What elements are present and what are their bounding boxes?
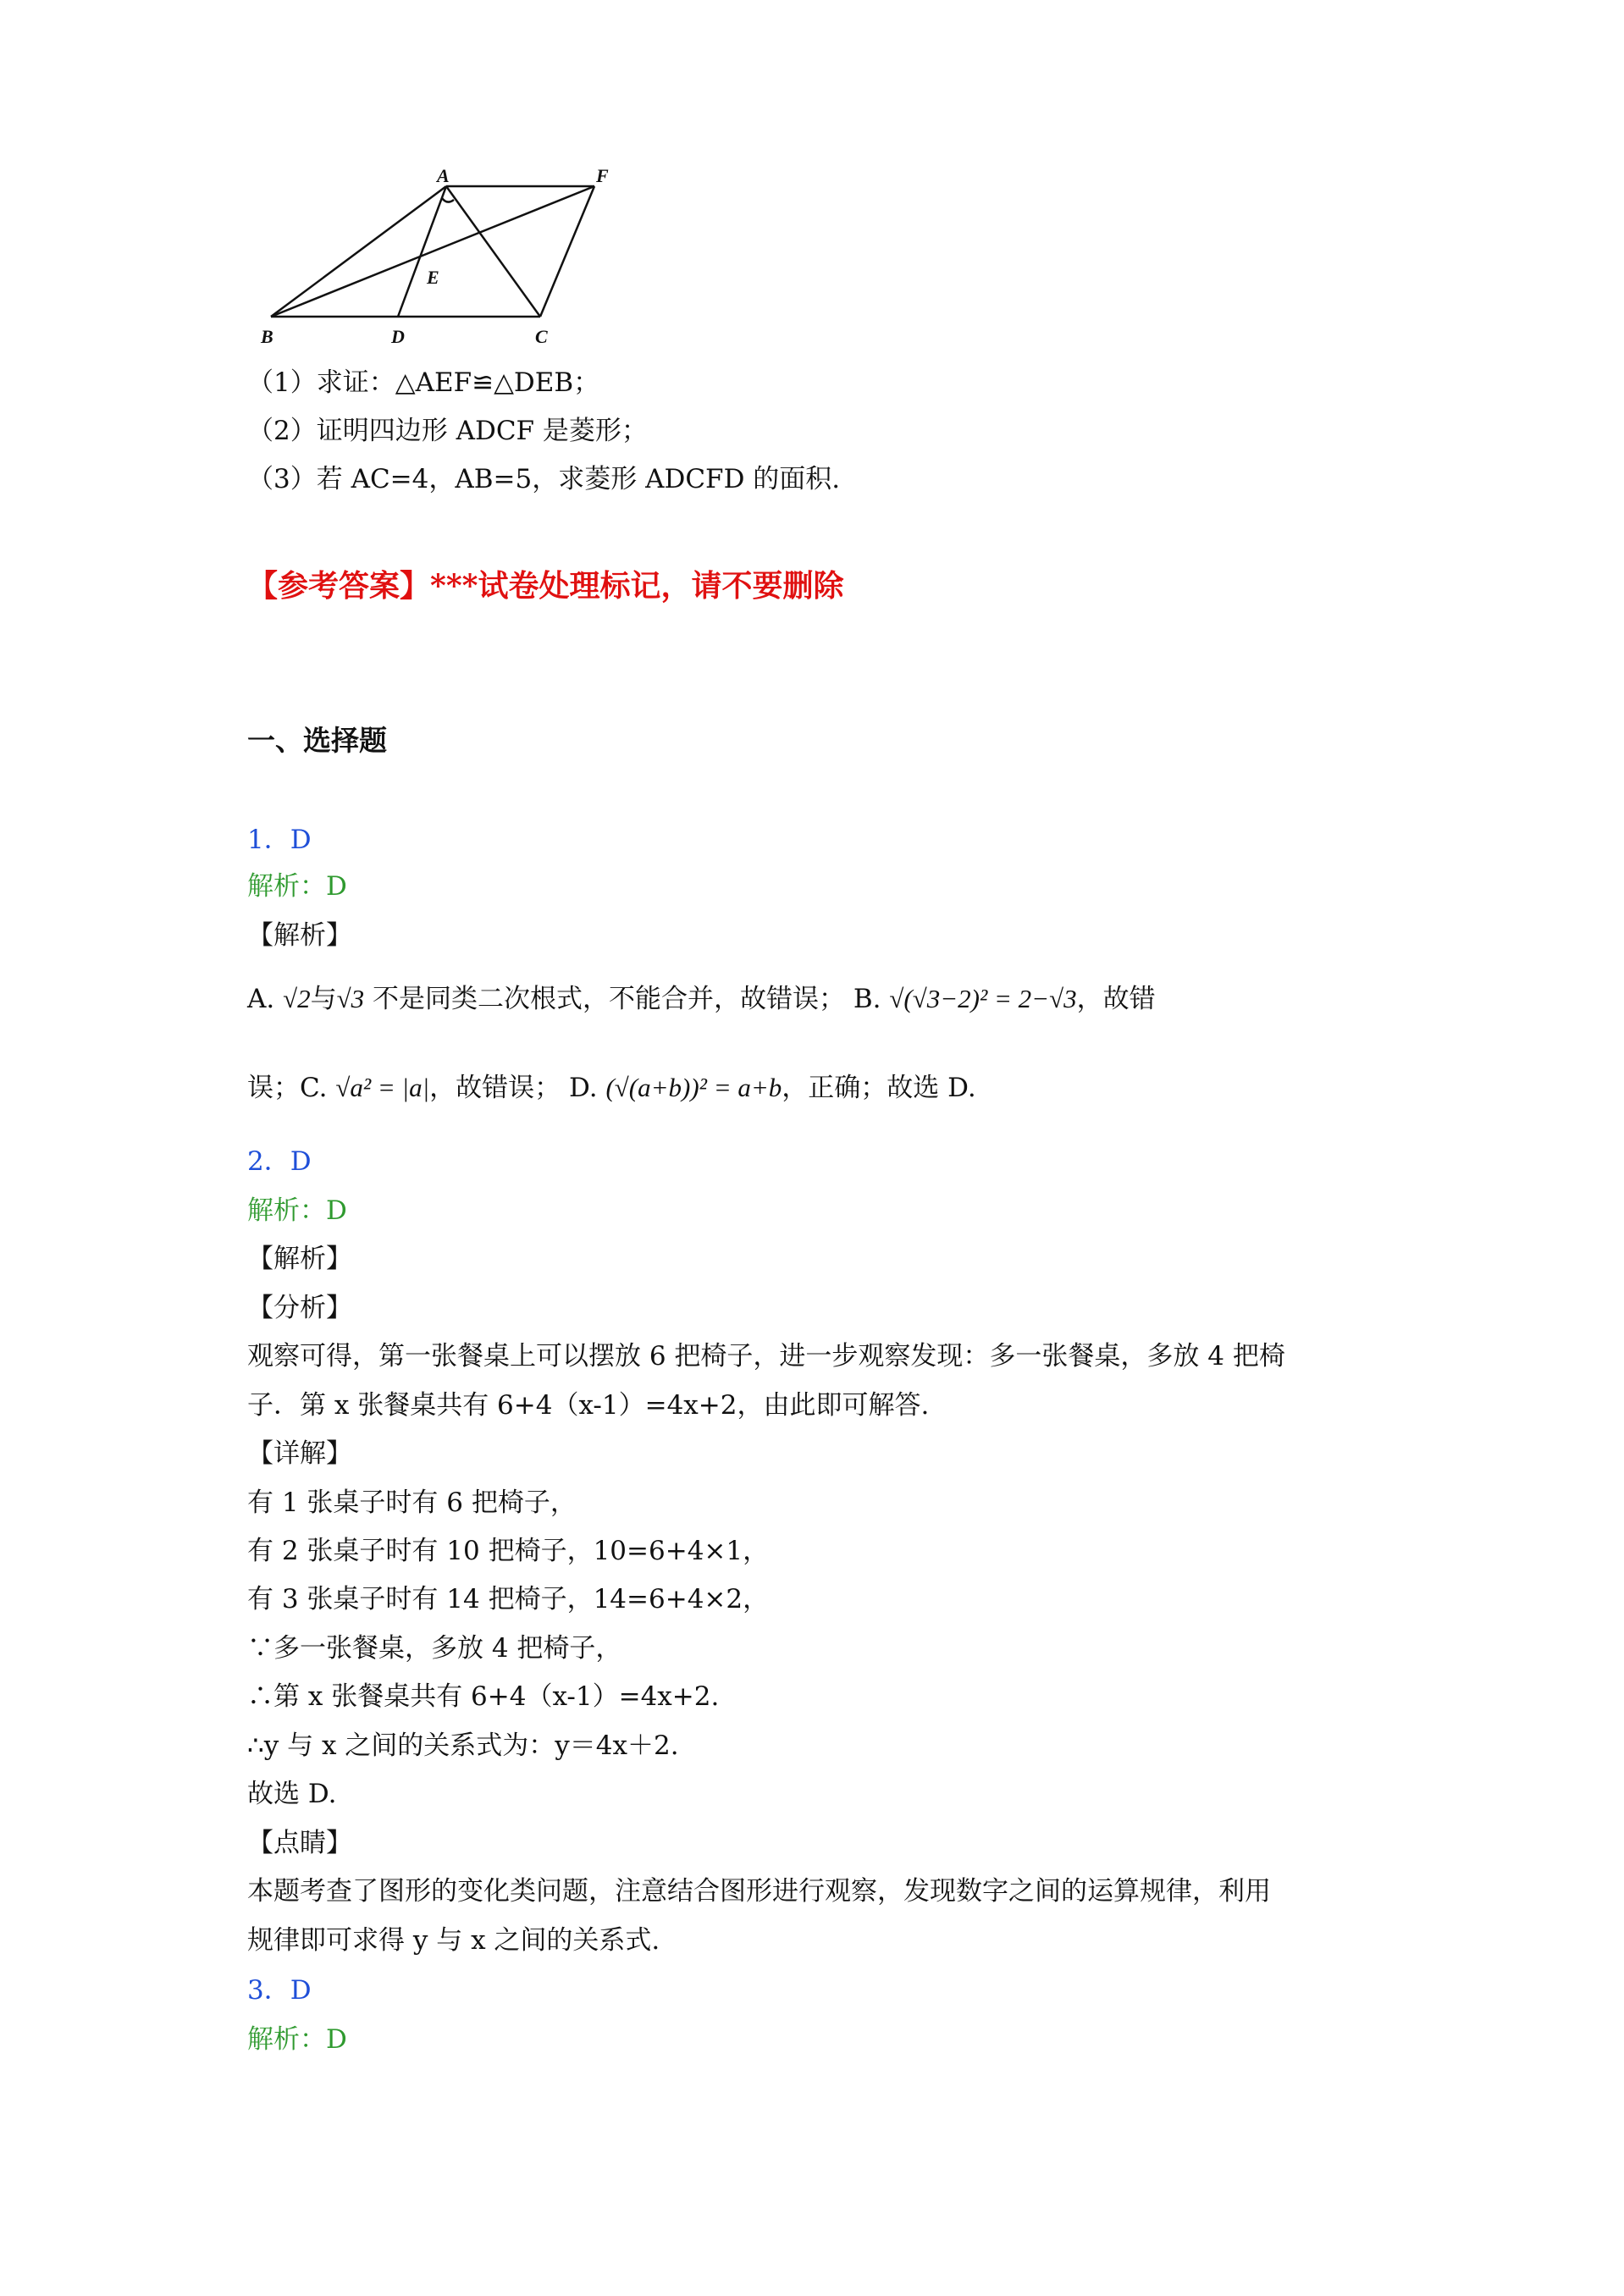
q1-number: 1．D (247, 825, 312, 855)
q2-number: 2．D (247, 1146, 312, 1177)
math-sqrt3: √3 (336, 984, 365, 1013)
segment-ad (398, 186, 446, 317)
math-b-expr: √(√3−2)² = 2−√3 (889, 984, 1077, 1013)
q1-jiexi: 【解析】 (247, 920, 352, 951)
q2-fenxi: 【分析】 (247, 1293, 352, 1323)
q1-line1 (247, 982, 1156, 1016)
q1-line1-b: 不是同类二次根式，不能合并，故错误； (373, 984, 845, 1014)
right-angle-mark (442, 198, 454, 202)
label-c: C (535, 326, 548, 347)
q2-dianjing: 【点睛】 (247, 1828, 352, 1858)
q1-line1-a: A. (247, 984, 275, 1014)
section-title: 一、选择题 (247, 724, 387, 757)
parallelogram-figure (246, 169, 635, 364)
q2-detail-6: ∴y 与 x 之间的关系式为：y＝4x＋2. (247, 1730, 679, 1761)
segment-ab (271, 186, 446, 317)
q1-line2-d: ，正确；故选 D. (782, 1073, 976, 1103)
q2-detail-1: 有 1 张桌子时有 6 把椅子， (247, 1487, 577, 1518)
q2-xiangjie: 【详解】 (247, 1438, 352, 1469)
q1-line2-c: D. (568, 1073, 598, 1103)
question-2: （2）证明四边形 ADCF 是菱形； (247, 416, 648, 446)
q2-fenxi-line2: 子．第 x 张餐桌共有 6+4（x-1）=4x+2，由此即可解答. (247, 1390, 930, 1421)
segment-bf (271, 186, 594, 317)
label-d: D (391, 326, 405, 347)
q2-detail-2: 有 2 张桌子时有 10 把椅子，10=6+4×1， (247, 1536, 770, 1566)
q2-detail-3: 有 3 张桌子时有 14 把椅子，14=6+4×2， (247, 1584, 770, 1614)
q2-detail-5: ∴第 x 张餐桌共有 6+4（x-1）=4x+2. (247, 1681, 720, 1712)
q1-line1-d: ，故错 (1076, 984, 1156, 1014)
label-b: B (261, 326, 273, 347)
q2-detail-4: ∵多一张餐桌，多放 4 把椅子， (247, 1633, 622, 1664)
q1-line1-c: B. (853, 984, 881, 1014)
q1-analysis: 解析：D (247, 871, 347, 902)
math-c-expr: √a² = |a| (335, 1073, 430, 1102)
q1-line2-b: ，故错误； (429, 1073, 561, 1103)
q2-jiexi: 【解析】 (247, 1244, 352, 1274)
segment-ac (446, 186, 540, 317)
math-yu: 与 (310, 984, 337, 1014)
label-e: E (427, 267, 439, 288)
question-3: （3）若 AC=4，AB=5，求菱形 ADCFD 的面积. (247, 464, 841, 494)
q2-dianjing-line2: 规律即可求得 y 与 x 之间的关系式. (247, 1925, 660, 1956)
q3-analysis: 解析：D (247, 2024, 347, 2055)
q3-number: 3．D (247, 1975, 312, 2006)
q2-analysis: 解析：D (247, 1195, 347, 1226)
math-sqrt2: √2 (283, 984, 311, 1013)
question-1: （1）求证：△AEF≌△DEB； (247, 367, 600, 398)
answer-header: 【参考答案】***试卷处理标记，请不要删除 (247, 568, 844, 604)
q2-dianjing-line1: 本题考查了图形的变化类问题，注意结合图形进行观察，发现数字之间的运算规律，利用 (247, 1876, 1271, 1907)
label-f: F (596, 169, 609, 186)
q2-fenxi-line1: 观察可得，第一张餐桌上可以摆放 6 把椅子，进一步观察发现：多一张餐桌，多放 4 把椅 (247, 1341, 1285, 1372)
q2-detail-7: 故选 D. (247, 1779, 337, 1809)
math-d-expr: (√(a+b))² = a+b (605, 1073, 782, 1102)
q1-line2 (247, 1071, 976, 1105)
label-a: A (437, 169, 450, 186)
q1-line2-a: 误；C. (247, 1073, 328, 1103)
